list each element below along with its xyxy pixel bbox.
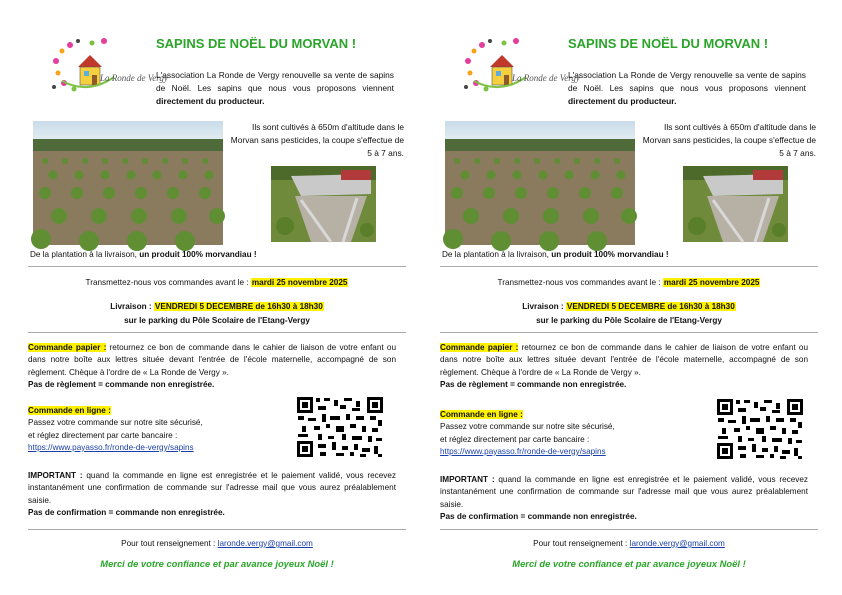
online-line1: Passez votre commande sur notre site sécurisé, xyxy=(440,422,615,432)
delivery xyxy=(28,302,406,311)
delivery-label: Livraison : xyxy=(110,302,154,311)
divider xyxy=(440,266,818,267)
intro-text: L'association La Ronde de Vergy renouvelle sa vente de sapins de Noël. Les sapins que nous vous proposons viennent xyxy=(568,70,806,93)
thanks-message: Merci de votre confiance et par avance joyeux Noël ! xyxy=(512,558,746,569)
harvest-machine-photo xyxy=(271,166,376,242)
plantation-bold: un produit 100% morvandiau ! xyxy=(139,250,257,259)
intro-paragraph xyxy=(568,69,806,108)
confirmation-warning: Pas de confirmation = commande non enregistrée. xyxy=(28,507,225,517)
flyer-left xyxy=(28,0,408,595)
qr-code[interactable] xyxy=(716,398,804,465)
cultivation-text: Ils sont cultivés à 650m d'altitude dans le Morvan sans pesticides, la coupe s'effectue de 5 à 7 ans. xyxy=(230,122,404,158)
intro-text: L'association La Ronde de Vergy renouvelle sa vente de sapins de Noël. Les sapins que nous vous proposons viennent xyxy=(156,70,394,93)
contact-line xyxy=(28,539,406,548)
plantation-line xyxy=(442,250,822,259)
online-url-link[interactable]: https://www.payasso.fr/ronde-de-vergy/sapins xyxy=(28,442,194,452)
order-deadline xyxy=(440,278,818,287)
online-line2: et réglez directement par carte bancaire : xyxy=(440,434,590,444)
order-deadline-text: Transmettez-nous vos commandes avant le : xyxy=(85,278,251,287)
paper-order-paragraph xyxy=(440,342,808,391)
order-deadline-date: mardi 25 novembre 2025 xyxy=(663,278,760,287)
intro-bold: directement du producteur. xyxy=(568,96,677,106)
delivery-label: Livraison : xyxy=(522,302,566,311)
paper-warning: Pas de règlement = commande non enregistrée. xyxy=(440,379,627,389)
divider xyxy=(440,529,818,530)
logo-text: La Ronde de Vergy xyxy=(100,73,168,83)
delivery-place: sur le parking du Pôle Scolaire de l'Etang-Vergy xyxy=(124,316,310,325)
important-label: IMPORTANT : xyxy=(440,475,495,484)
qr-code[interactable] xyxy=(296,396,384,463)
confirmation-warning: Pas de confirmation = commande non enregistrée. xyxy=(440,511,637,521)
online-order-block xyxy=(440,409,700,458)
plantation-line xyxy=(30,250,410,259)
logo-text: La Ronde de Vergy xyxy=(512,73,580,83)
paper-label: Commande papier : xyxy=(440,343,519,352)
online-label: Commande en ligne : xyxy=(28,406,111,415)
delivery xyxy=(440,302,818,311)
important-text: quand la commande en ligne est enregistrée et le paiement validé, vous recevez instantanément une confirmation de commande sur l'adresse mail que vous aurez préalablement saisie. xyxy=(440,475,809,509)
online-label: Commande en ligne : xyxy=(440,410,523,419)
flyer-title: SAPINS DE NOËL DU MORVAN ! xyxy=(156,36,357,51)
divider xyxy=(28,266,406,267)
delivery-date: VENDREDI 5 DECEMBRE de 16h30 à 18h30 xyxy=(566,302,735,311)
order-deadline-date: mardi 25 novembre 2025 xyxy=(251,278,348,287)
paper-text: retournez ce bon de commande dans le cahier de liaison de votre enfant ou dans notre boîte aux lettres située devant l'entrée de l'école maternelle, accompagné de son règlement. Chèque à l'ordre de « La Ronde de Vergy ». xyxy=(440,343,808,377)
important-label: IMPORTANT : xyxy=(28,471,83,480)
important-paragraph xyxy=(28,470,396,519)
cultivation-text: Ils sont cultivés à 650m d'altitude dans le Morvan sans pesticides, la coupe s'effectue de 5 à 7 ans. xyxy=(642,122,816,158)
tree-field-photo xyxy=(33,121,223,245)
harvest-machine-photo xyxy=(683,166,788,242)
online-line1: Passez votre commande sur notre site sécurisé, xyxy=(28,418,203,428)
paper-warning: Pas de règlement = commande non enregistrée. xyxy=(28,379,215,389)
divider xyxy=(28,332,406,333)
thanks-message: Merci de votre confiance et par avance joyeux Noël ! xyxy=(100,558,334,569)
paper-text: retournez ce bon de commande dans le cahier de liaison de votre enfant ou dans notre boîte aux lettres située devant l'entrée de l'école maternelle, accompagné de son règlement. Chèque à l'ordre de « La Ronde de Vergy ». xyxy=(28,343,396,377)
online-order-block xyxy=(28,405,288,454)
order-deadline xyxy=(28,278,406,287)
paper-label: Commande papier : xyxy=(28,343,107,352)
delivery-place: sur le parking du Pôle Scolaire de l'Etang-Vergy xyxy=(536,316,722,325)
plantation-text: De la plantation à la livraison, xyxy=(30,250,140,259)
important-text: quand la commande en ligne est enregistrée et le paiement validé, vous recevez instantanément une confirmation de commande sur l'adresse mail que vous aurez préalablement saisie. xyxy=(28,471,397,505)
flyer-right xyxy=(440,0,820,595)
divider xyxy=(28,529,406,530)
association-logo xyxy=(460,37,580,103)
tree-field-photo xyxy=(445,121,635,245)
contact-line xyxy=(440,539,818,548)
order-deadline-text: Transmettez-nous vos commandes avant le : xyxy=(497,278,663,287)
intro-paragraph xyxy=(156,69,394,108)
delivery-date: VENDREDI 5 DECEMBRE de 16h30 à 18h30 xyxy=(154,302,323,311)
important-paragraph xyxy=(440,474,808,523)
plantation-text: De la plantation à la livraison, xyxy=(442,250,552,259)
online-line2: et réglez directement par carte bancaire : xyxy=(28,430,178,440)
contact-text: Pour tout renseignement : xyxy=(121,539,218,548)
divider xyxy=(440,332,818,333)
paper-order-paragraph xyxy=(28,342,396,391)
association-logo xyxy=(48,37,168,103)
contact-email-link[interactable]: laronde.vergy@gmail.com xyxy=(629,539,725,548)
intro-bold: directement du producteur. xyxy=(156,96,265,106)
contact-text: Pour tout renseignement : xyxy=(533,539,630,548)
plantation-bold: un produit 100% morvandiau ! xyxy=(551,250,669,259)
online-url-link[interactable]: https://www.payasso.fr/ronde-de-vergy/sapins xyxy=(440,446,606,456)
flyer-title: SAPINS DE NOËL DU MORVAN ! xyxy=(568,36,769,51)
contact-email-link[interactable]: laronde.vergy@gmail.com xyxy=(217,539,313,548)
